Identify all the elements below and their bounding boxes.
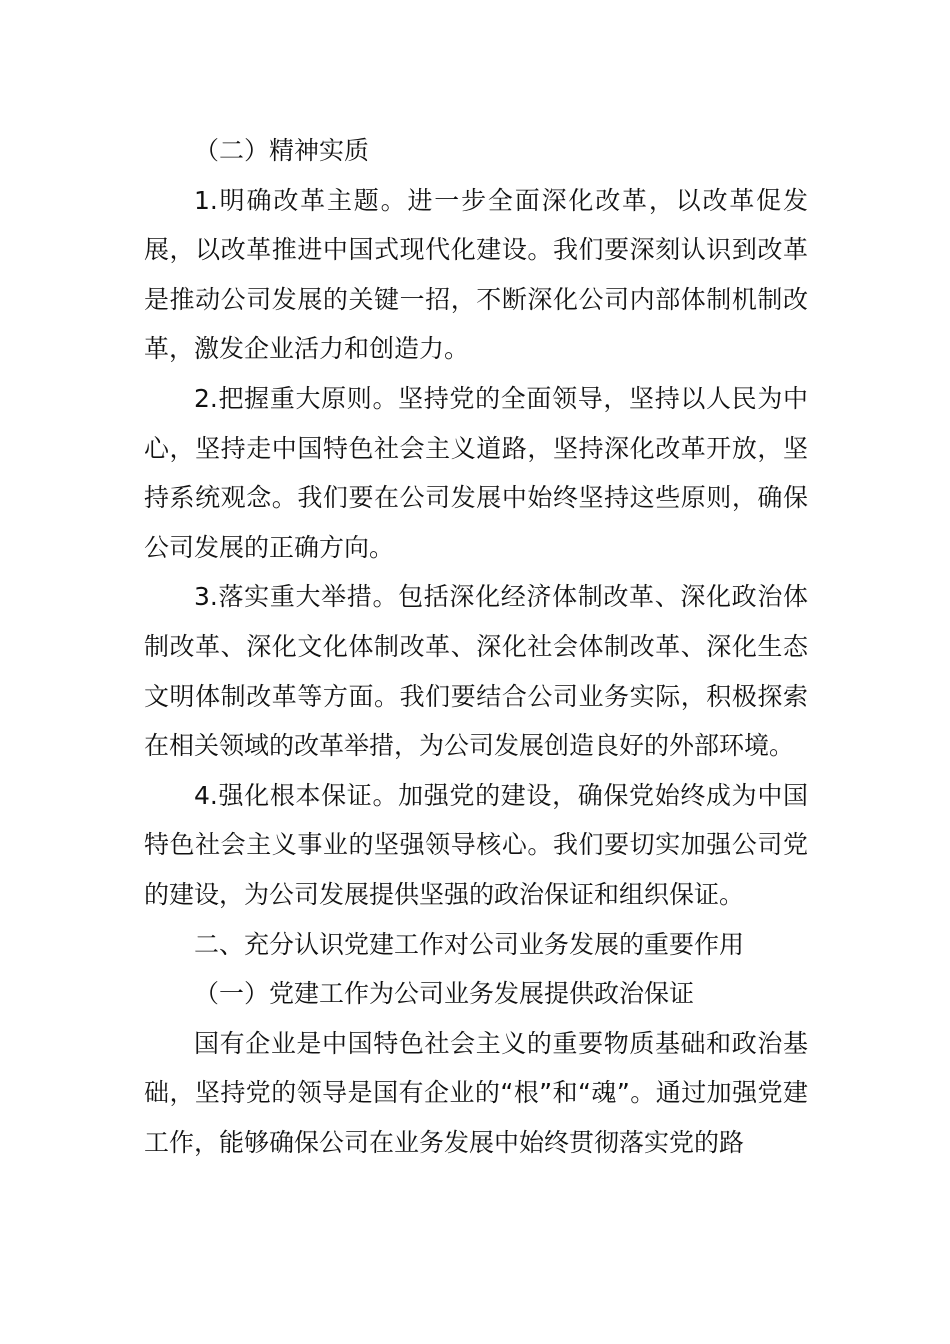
paragraph-major-measures: 3.落实重大举措。包括深化经济体制改革、深化政治体制改革、深化文化体制改革、深化社会体制改革、深化生态文明体制改革等方面。我们要结合公司业务实际，积极探索在相关领域的改革举措，为公司发展创造良好的外部环境。: [144, 582, 808, 761]
subsection-heading-political-guarantee: （一）党建工作为公司业务发展提供政治保证: [194, 979, 695, 1009]
paragraph-major-principles: 2.把握重大原则。坚持党的全面领导，坚持以人民为中心，坚持走中国特色社会主义道路，坚持深化改革开放，坚持系统观念。我们要在公司发展中始终坚持这些原则，确保公司发展的正确方向。: [144, 383, 808, 562]
section-heading-party-building-role: 二、充分认识党建工作对公司业务发展的重要作用: [194, 929, 745, 959]
section-heading-spirit-essence: （二）精神实质: [194, 136, 370, 165]
paragraph-fundamental-guarantee: 4.强化根本保证。加强党的建设，确保党始终成为中国特色社会主义事业的坚强领导核心。我们要切实加强公司党的建设，为公司发展提供坚强的政治保证和组织保证。: [144, 780, 808, 909]
document-body: [144, 126, 808, 1167]
paragraph-reform-theme: 1.明确改革主题。进一步全面深化改革，以改革促发展，以改革推进中国式现代化建设。我们要深刻认识到改革是推动公司发展的关键一招，不断深化公司内部体制机制改革，激发企业活力和创造力。: [144, 185, 808, 364]
paragraph-state-owned-enterprise: 国有企业是中国特色社会主义的重要物质基础和政治基础，坚持党的领导是国有企业的“根”和“魂”。通过加强党建工作，能够确保公司在业务发展中始终贯彻落实党的路: [144, 1028, 808, 1157]
